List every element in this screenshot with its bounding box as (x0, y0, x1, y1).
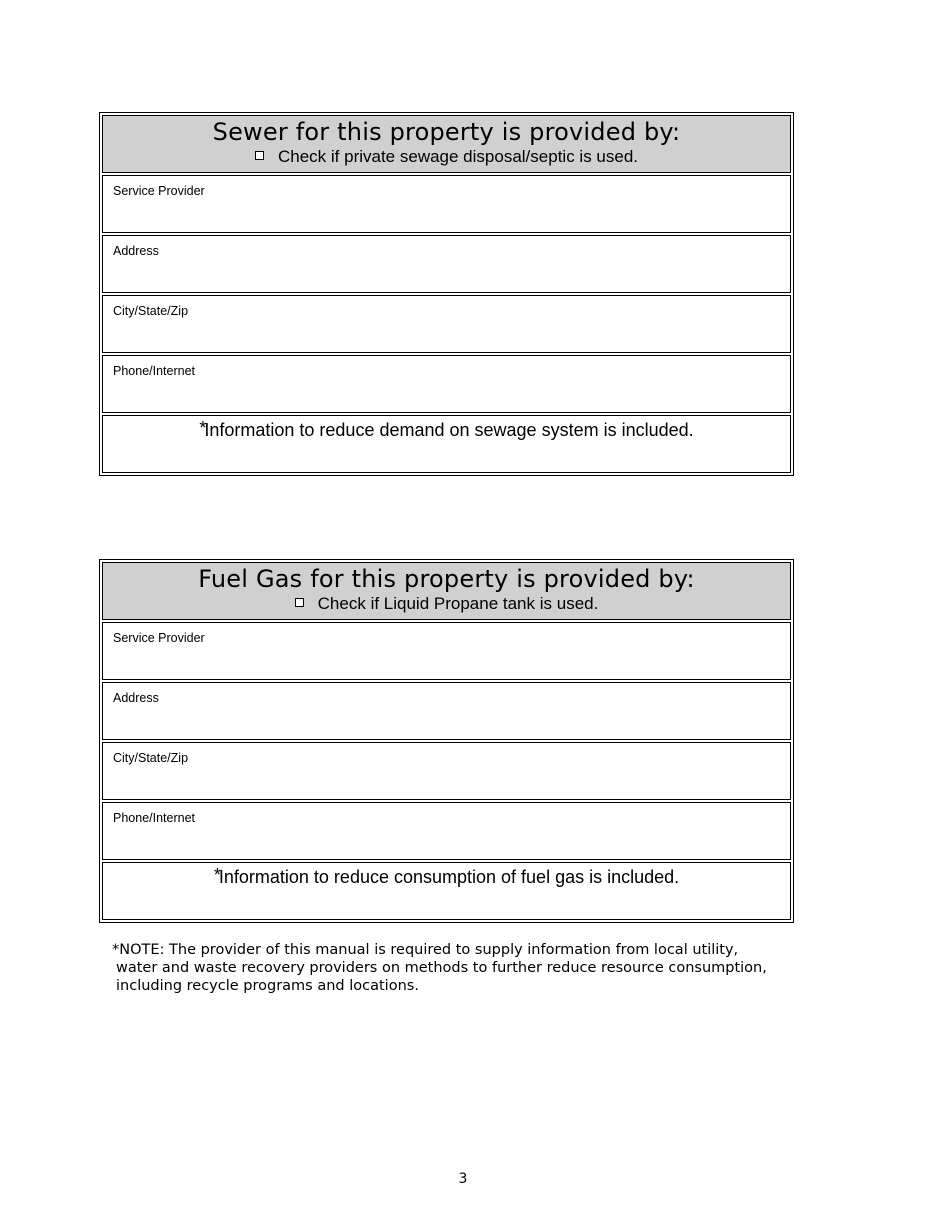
fuel-gas-title: Fuel Gas for this property is provided by: (198, 565, 695, 593)
sewer-city-state-zip-field[interactable] (102, 295, 791, 353)
fuel-gas-phone-internet-field[interactable] (102, 802, 791, 860)
fuel-gas-service-provider-label: Service Provider (113, 631, 205, 645)
sewer-section (99, 112, 794, 476)
fuel-gas-info-row (102, 862, 791, 920)
fuel-gas-section (99, 559, 794, 923)
fuel-gas-info-text (103, 863, 790, 888)
sewer-septic-check[interactable] (103, 147, 790, 167)
page-number: 3 (458, 1171, 468, 1187)
sewer-septic-checkbox[interactable] (255, 151, 264, 160)
note-block (112, 941, 812, 995)
sewer-phone-internet-label: Phone/Internet (113, 364, 196, 378)
note-line-2: water and waste recovery providers on methods to further reduce resource consumption, (116, 960, 767, 976)
fuel-gas-propane-check-label: Check if Liquid Propane tank is used. (317, 594, 599, 613)
note-asterisk: * (112, 942, 120, 958)
fuel-gas-header (102, 562, 791, 620)
fuel-gas-propane-checkbox[interactable] (295, 598, 304, 607)
fuel-gas-address-field[interactable] (102, 682, 791, 740)
sewer-info-label: Information to reduce demand on sewage system is included. (204, 420, 694, 440)
sewer-address-label: Address (113, 244, 159, 258)
sewer-city-state-zip-label: City/State/Zip (113, 304, 189, 318)
fuel-gas-info-label: Information to reduce consumption of fuel gas is included. (218, 867, 680, 887)
note-line-1-text: NOTE: The provider of this manual is required to supply information from local utility, (119, 942, 739, 958)
sewer-info-asterisk: * (199, 418, 207, 438)
sewer-septic-check-label: Check if private sewage disposal/septic is used. (277, 147, 638, 166)
fuel-gas-city-state-zip-label: City/State/Zip (113, 751, 189, 765)
fuel-gas-service-provider-field[interactable] (102, 622, 791, 680)
sewer-title: Sewer for this property is provided by: (212, 118, 681, 146)
sewer-service-provider-label: Service Provider (113, 184, 205, 198)
sewer-info-row (102, 415, 791, 473)
note-line-3: including recycle programs and locations. (116, 978, 419, 994)
note-line-1 (112, 941, 812, 959)
fuel-gas-address-label: Address (113, 691, 159, 705)
sewer-header (102, 115, 791, 173)
fuel-gas-propane-check[interactable] (103, 594, 790, 614)
sewer-info-text (103, 416, 790, 441)
fuel-gas-phone-internet-label: Phone/Internet (113, 811, 196, 825)
sewer-phone-internet-field[interactable] (102, 355, 791, 413)
sewer-service-provider-field[interactable] (102, 175, 791, 233)
sewer-address-field[interactable] (102, 235, 791, 293)
fuel-gas-city-state-zip-field[interactable] (102, 742, 791, 800)
fuel-gas-info-asterisk: * (213, 865, 221, 885)
